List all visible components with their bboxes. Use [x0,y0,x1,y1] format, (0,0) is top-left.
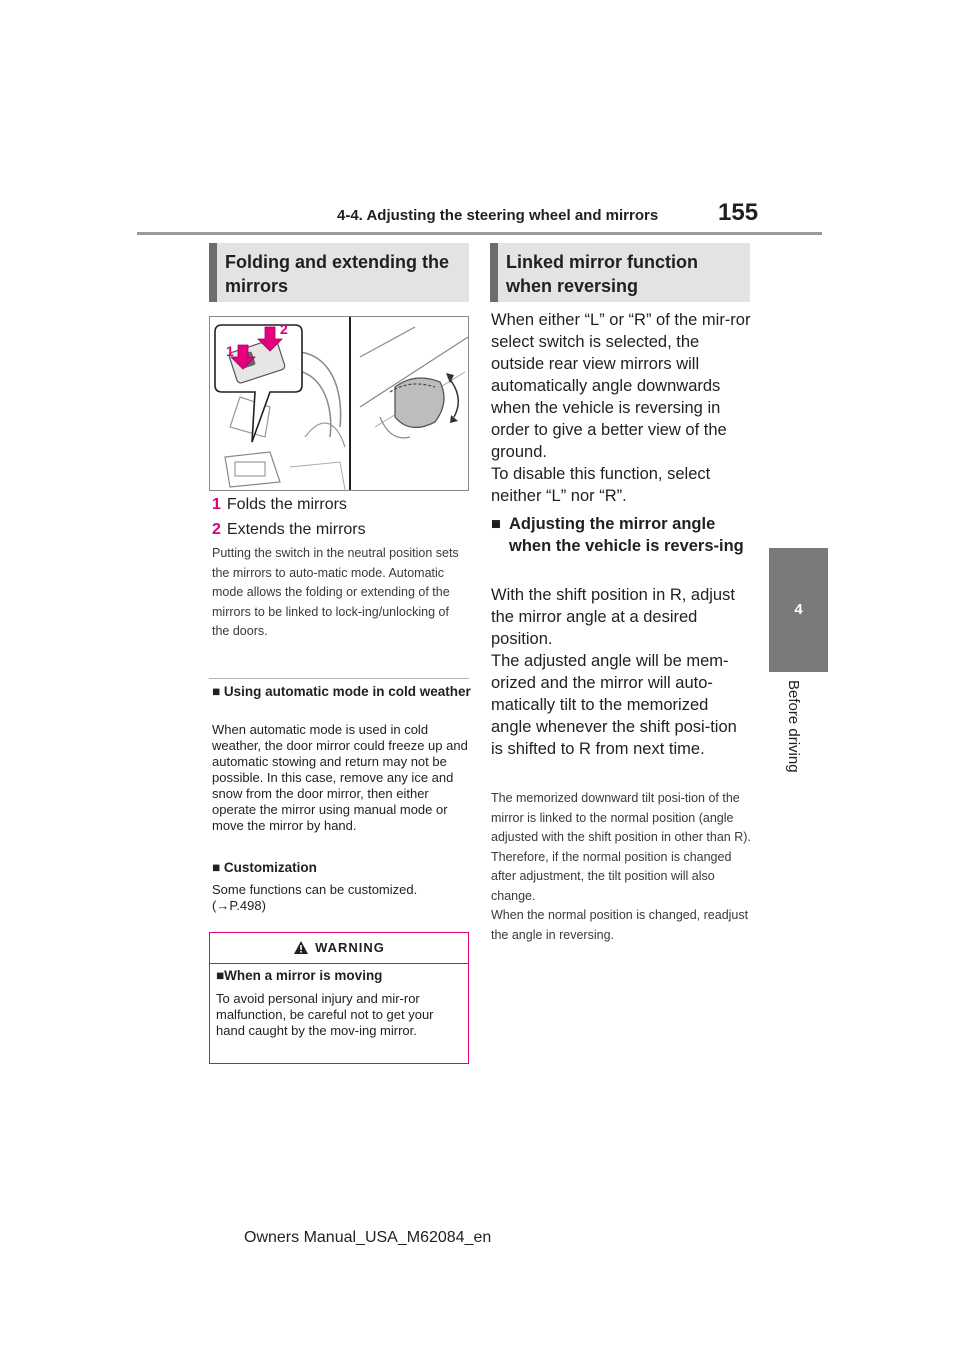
page-number: 155 [718,199,759,226]
chapter-tab: 4 [769,548,828,672]
chapter-tab-label: Before driving [785,680,802,773]
square-bullet-icon: ■ [212,684,221,699]
header-divider [137,232,822,235]
linked-mirror-description: When either “L” or “R” of the mir-ror select switch is selected, the outside rear view mirrors will automatically angle downwards when the vehicle is reversing in order to give a better view of the ground. To disable this function, select neither “L” nor “R”. [491,311,751,505]
section-heading-folding: Folding and extending the mirrors [209,243,469,302]
warning-subheading: ■When a mirror is moving [216,968,383,983]
mirror-switch-illustration [209,316,469,491]
adjust-angle-text: With the shift position in R, adjust the mirror angle at a desired position. The adjusted angle will be mem-orized and the mirror will auto-matically tilt to the memorized angle whenever the shift posi-tion is shifted to R from next time. [491,586,737,758]
warning-triangle-icon [293,940,309,955]
square-bullet-icon: ■ [491,515,501,533]
customization-heading: ■ Customization [212,860,317,875]
list-item-text: Folds the mirrors [226,496,347,513]
square-bullet-icon: ■ [216,968,225,983]
list-item-text: Extends the mirrors [226,521,366,538]
list-item-number: 2 [212,521,221,538]
warning-text: To avoid personal injury and mir-ror malfunction, be careful not to get your hand caught by the mov-ing mirror. [216,991,434,1038]
adjust-angle-heading: ■ Adjusting the mirror angle when the vehicle is revers-ing [491,515,744,555]
section-heading-linked-mirror: Linked mirror function when reversing [490,243,750,302]
cold-weather-text: When automatic mode is used in cold weather, the door mirror could freeze up and automatic stowing and return may not be possible. In this case, remove any ice and snow from the door mirror, then either operate the mirror using manual mode or move the mirror by hand. [212,722,468,833]
warning-header: WARNING [210,933,468,964]
list-item-number: 1 [212,496,221,513]
warning-box [209,932,469,1064]
running-header-title: 4-4. Adjusting the steering wheel and mirrors [337,207,659,224]
footer-doc-id: Owners Manual_USA_M62084_en [244,1229,492,1246]
list-item [212,496,347,514]
figure-label-1: 1 [226,343,234,359]
list-item [212,521,366,539]
note-divider [209,678,469,679]
cold-weather-heading: ■ Using automatic mode in cold weather [212,684,471,699]
customization-text: Some functions can be customized. (→P.498) [212,882,418,913]
square-bullet-icon: ■ [212,860,221,875]
figure-label-2: 2 [280,321,288,337]
neutral-position-note: Putting the switch in the neutral position sets the mirrors to auto-matic mode. Automatic mode allows the folding or extending of the mirrors to be linked to lock-ing/unlocking of the doors. [212,546,459,638]
tilt-position-note: The memorized downward tilt posi-tion of the mirror is linked to the normal position (angle adjusted with the shift position in other than R). Therefore, if the normal position is changed after adjustment, the tilt position will also change. When the normal position is changed, readjust the angle in reversing. [491,791,751,942]
